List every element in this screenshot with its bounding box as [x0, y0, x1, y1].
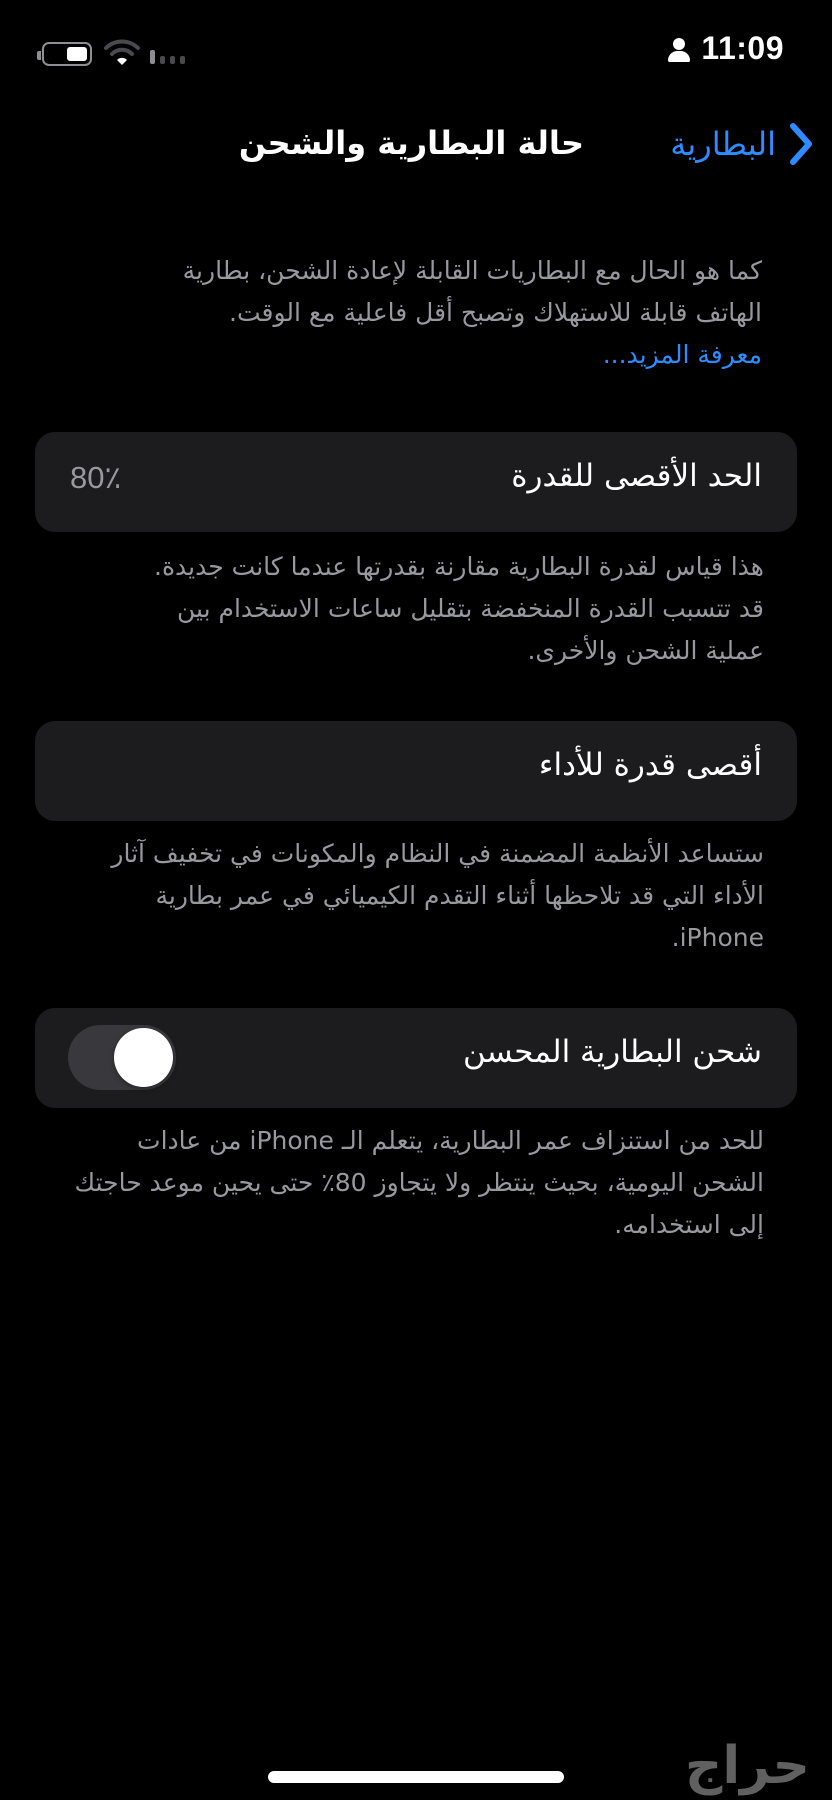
back-button[interactable] — [670, 122, 814, 166]
signal-bar — [180, 56, 185, 64]
intro-text: كما هو الحال مع البطاريات القابلة لإعادة الشحن، بطارية الهاتف قابلة للاستهلاك وتصبح أقل فاعلية مع الوقت. — [182, 256, 762, 327]
haraj-watermark: حراج — [684, 1736, 810, 1796]
signal-bar — [150, 50, 155, 64]
peak-performance-footer: ستساعد الأنظمة المضمنة في النظام والمكونات في تخفيف آثار الأداء التي قد تلاحظها أثناء التقدم الكيميائي في عمر بطارية iPhone. — [111, 839, 764, 952]
peak-performance-cell[interactable] — [35, 721, 797, 821]
maximum-capacity-footer: هذا قياس لقدرة البطارية مقارنة بقدرتها عندما كانت جديدة. قد تتسبب القدرة المنخفضة بتقليل ساعات الاستخدام بين عملية الشحن والأخرى. — [154, 552, 764, 665]
chevron-back-icon — [788, 122, 814, 166]
signal-bar — [170, 56, 175, 64]
battery-icon — [42, 42, 92, 66]
maximum-capacity-cell — [35, 432, 797, 532]
page-title: حالة البطارية والشحن — [238, 124, 584, 162]
maximum-capacity-label: الحد الأقصى للقدرة — [511, 458, 762, 494]
toggle-knob — [114, 1028, 173, 1087]
signal-bar — [160, 56, 165, 64]
optimized-charging-label: شحن البطارية المحسن — [462, 1034, 762, 1070]
learn-more-link[interactable]: معرفة المزيد... — [602, 340, 762, 369]
optimized-charging-cell — [35, 1008, 797, 1108]
cellular-signal-icon — [150, 50, 185, 64]
wifi-icon — [104, 38, 140, 66]
navigation-bar — [0, 118, 832, 178]
home-indicator[interactable] — [268, 1771, 564, 1783]
optimized-charging-toggle[interactable] — [68, 1025, 176, 1090]
status-bar — [0, 0, 832, 100]
status-time: 11:09 — [701, 30, 784, 66]
person-icon — [667, 36, 691, 62]
battery-level — [67, 47, 87, 61]
optimized-charging-footer: للحد من استنزاف عمر البطارية، يتعلم الـ iPhone من عادات الشحن اليومية، بحيث ينتظر ولا يتجاوز 80٪ حتى يحين موعد حاجتك إلى استخدامه. — [74, 1126, 764, 1239]
maximum-capacity-value: 80٪ — [70, 460, 122, 495]
intro-text-block — [122, 250, 762, 376]
back-button-label: البطارية — [670, 125, 776, 163]
clock-area — [667, 30, 784, 67]
battery-cap — [37, 51, 41, 60]
peak-performance-label: أقصى قدرة للأداء — [538, 747, 762, 783]
